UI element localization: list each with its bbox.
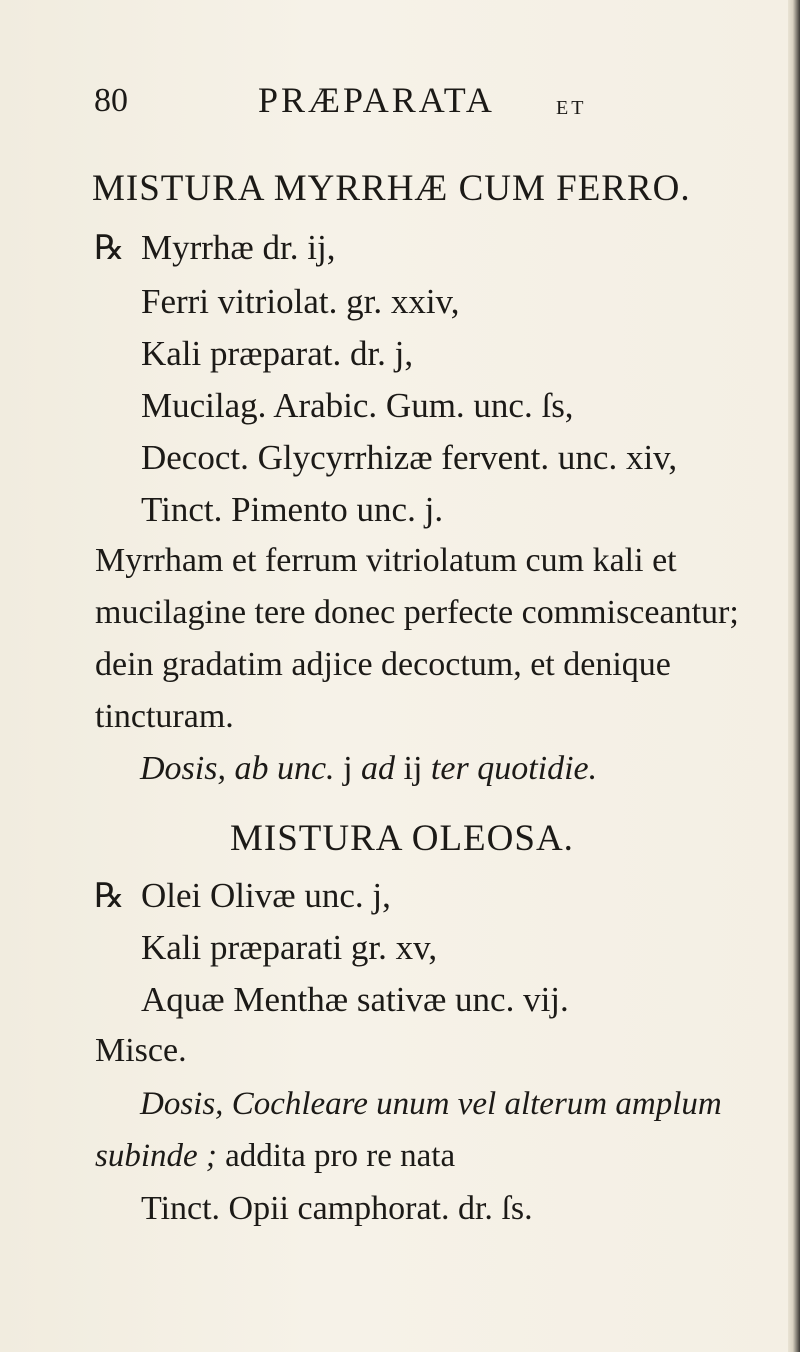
recipe-1-instruction-line: tincturam. — [95, 698, 234, 735]
recipe-1-instruction-line: mucilagine tere donec perfecte commisceantur; — [95, 594, 739, 631]
dosis-word: unc. — [276, 750, 335, 787]
recipe-2-misce: Misce. — [95, 1032, 187, 1069]
recipe-2-ingredient: Aquæ Menthæ sativæ unc. vij. — [141, 980, 569, 1019]
dosis-text: Cochleare unum vel alterum amplum — [231, 1086, 722, 1122]
recipe-1-ingredient: Decoct. Glycyrrhizæ fervent. unc. xiv, — [141, 438, 678, 477]
dosis-word: ij — [403, 750, 423, 787]
recipe-1-ingredient: Tinct. Pimento unc. j. — [141, 490, 444, 529]
recipe-1-ingredient: Kali præparat. dr. j, — [141, 334, 414, 373]
recipe-1-instruction-line: Myrrham et ferrum vitriolatum cum kali et — [95, 542, 677, 579]
dosis-word: j — [343, 750, 353, 787]
page-edge-shadow — [788, 0, 800, 1352]
recipe-2-dosis-line-1 — [140, 1088, 722, 1121]
recipe-2-ingredient: Kali præparati gr. xv, — [141, 928, 438, 967]
recipe-2-title: MISTURA OLEOSA. — [230, 818, 574, 859]
recipe-1-dosis — [140, 752, 597, 786]
dosis-text: subinde ; — [95, 1138, 217, 1174]
dosis-label: Dosis, — [140, 750, 226, 787]
recipe-1-ingredient: Myrrhæ dr. ij, — [141, 228, 336, 267]
dosis-text: addita pro re nata — [225, 1138, 456, 1174]
recipe-1-ingredient: Ferri vitriolat. gr. xxiv, — [141, 282, 460, 321]
running-title-suffix: ET — [556, 97, 587, 119]
recipe-1-rx-symbol: ℞ — [94, 230, 125, 267]
recipe-1-ingredient: Mucilag. Arabic. Gum. unc. ſs, — [141, 386, 574, 425]
dosis-word: ab — [234, 750, 269, 787]
recipe-2-dosis-line-3: Tinct. Opii camphorat. dr. ſs. — [141, 1190, 533, 1227]
page-number: 80 — [94, 82, 128, 119]
recipe-2-rx-symbol: ℞ — [94, 878, 125, 915]
recipe-2-ingredient: Olei Olivæ unc. j, — [141, 876, 391, 915]
dosis-label: Dosis, — [140, 1086, 224, 1122]
dosis-word: ad — [361, 750, 396, 787]
recipe-1-instruction-line: dein gradatim adjice decoctum, et denique — [95, 646, 671, 683]
running-title: PRÆPARATA — [258, 80, 495, 120]
recipe-2-dosis-line-2 — [95, 1140, 455, 1173]
recipe-1-title: MISTURA MYRRHÆ CUM FERRO. — [92, 168, 691, 209]
dosis-word: ter quotidie. — [430, 750, 598, 787]
